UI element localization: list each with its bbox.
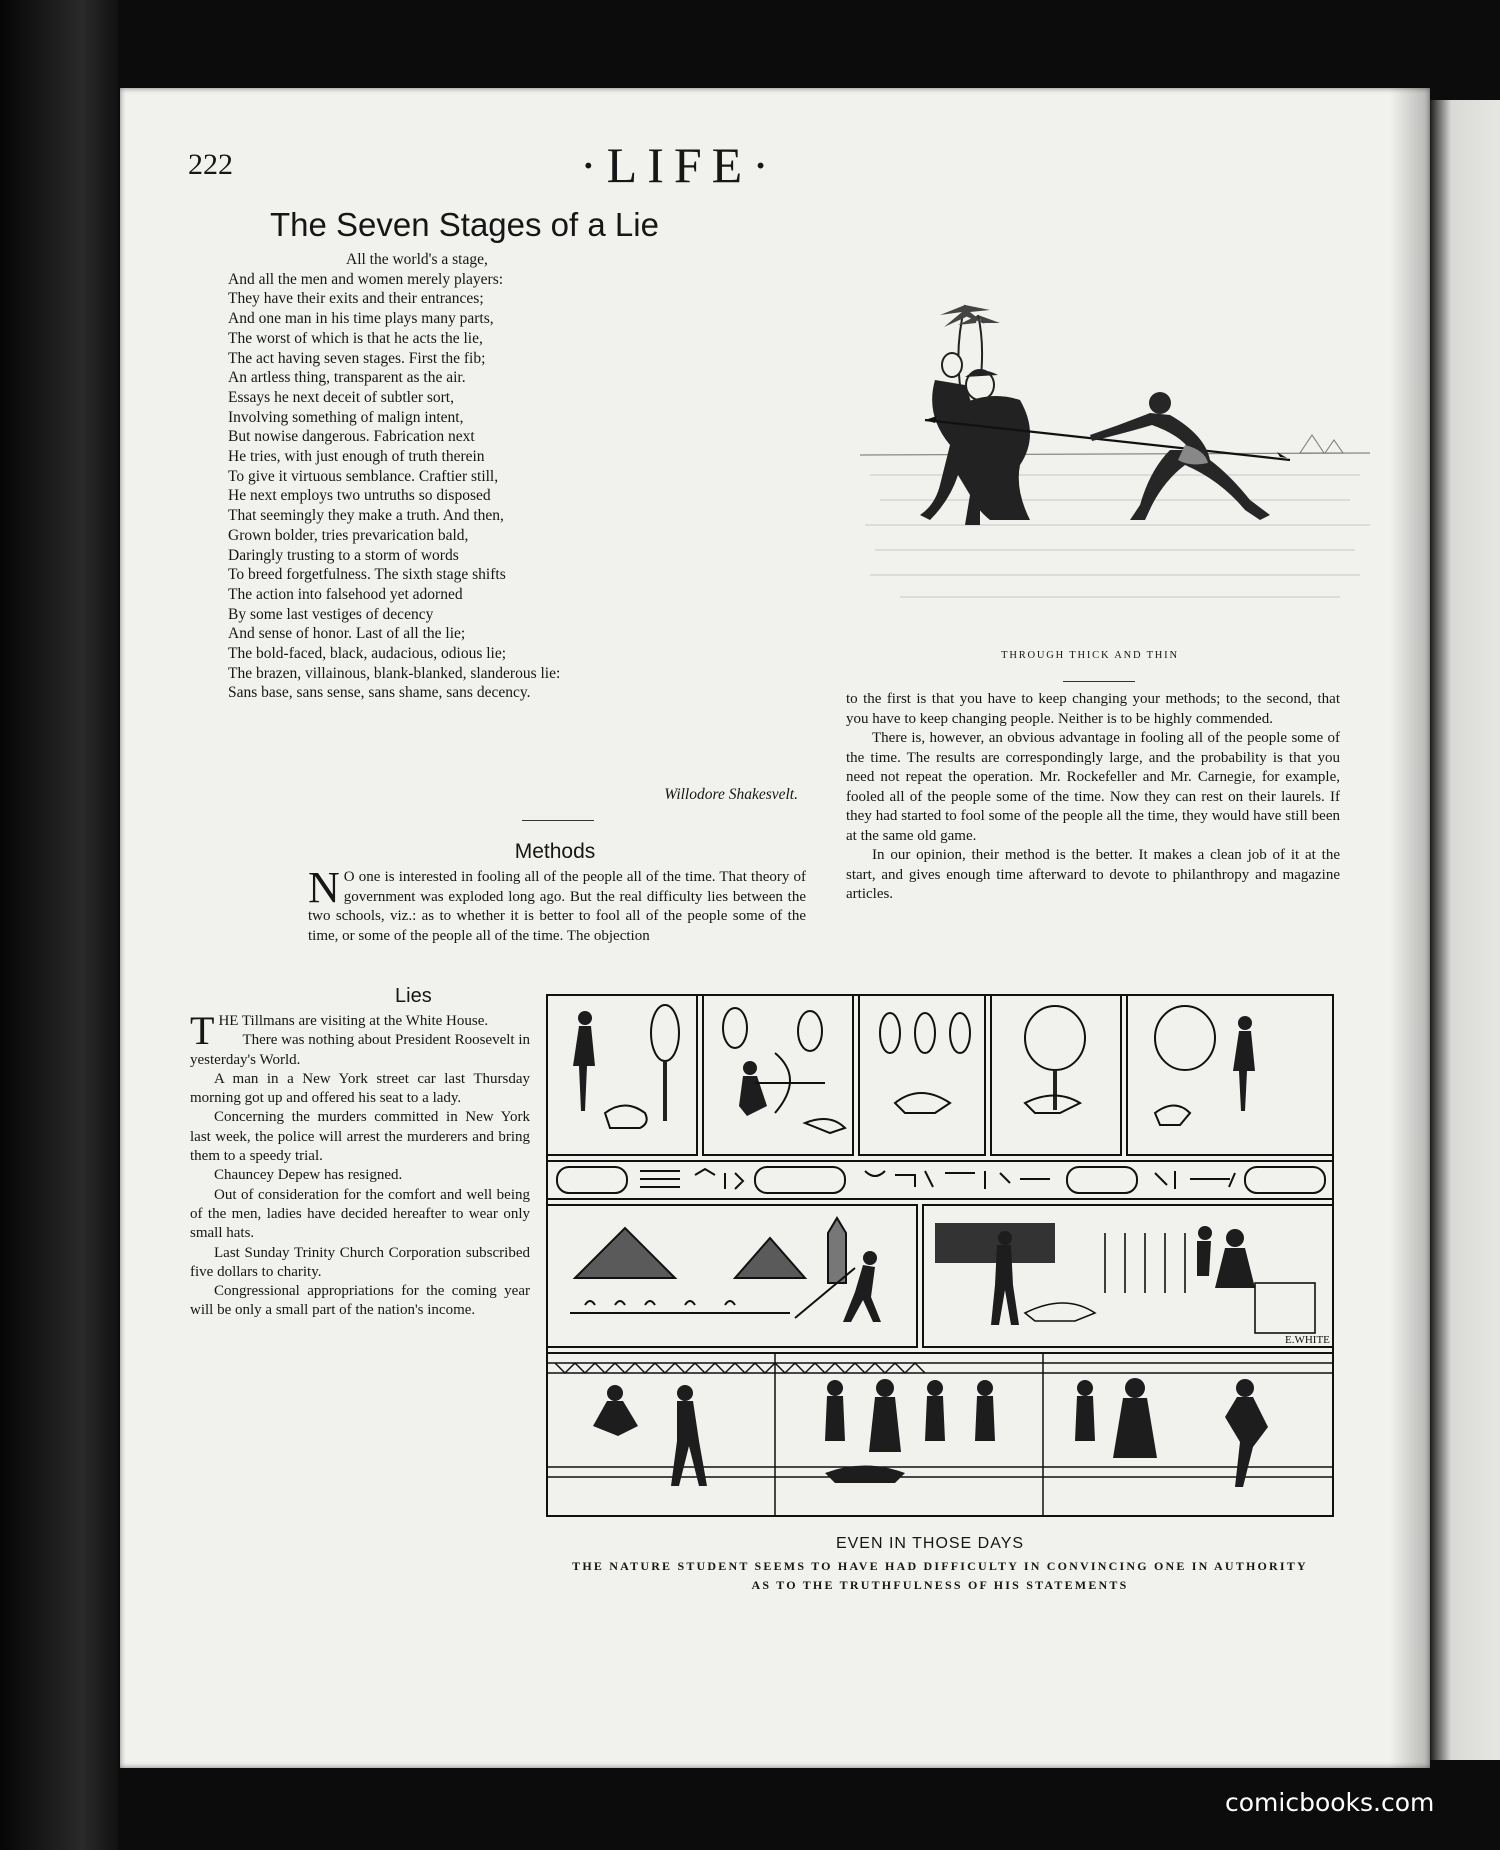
- poem-line: To breed forgetfulness. The sixth stage shifts: [228, 566, 506, 584]
- poem-line: All the world's a stage,: [346, 251, 488, 268]
- poem-line: Essays he next deceit of subtler sort,: [228, 388, 454, 406]
- methods-heading: Methods: [514, 840, 596, 863]
- poem-title: The Seven Stages of a Lie: [270, 206, 659, 243]
- poem-line: Grown bolder, tries prevarication bald,: [228, 526, 469, 544]
- poem-line: The brazen, villainous, blank-blanked, slanderous lie:: [228, 664, 561, 682]
- book-spine: [0, 0, 118, 1850]
- lies-paragraph: Concerning the murders committed in New York last week, the police will arrest the murderers and bring them to a speedy trial.: [190, 1109, 530, 1165]
- lies-paragraph: There was nothing about President Roosevelt in yesterday's World.: [190, 1032, 530, 1068]
- lies-column: [190, 1008, 530, 1321]
- page-number: 222: [188, 148, 233, 181]
- divider: [1063, 681, 1135, 682]
- watermark: comicbooks.com: [1225, 1788, 1435, 1817]
- poem-line: The action into falsehood yet adorned: [228, 585, 463, 603]
- poem-line: The act having seven stages. First the fib;: [228, 349, 486, 367]
- methods-text: O one is interested in fooling all of the people all of the time. That theory of government was exploded long ago. But the real difficulty lies between the two schools, viz.: as to whether it is better to fool all of the people some of the time, or some of the people all of the time. The objection: [308, 869, 806, 944]
- methods-paragraph: In our opinion, their method is the better. It makes a clean job of it at the start, and gives enough time afterward to devote to philanthropy and magazine articles.: [846, 847, 1340, 902]
- poem-line: He tries, with just enough of truth therein: [228, 448, 485, 466]
- poem-line: That seemingly they make a truth. And then,: [228, 507, 504, 525]
- lies-paragraph: Last Sunday Trinity Church Corporation subscribed five dollars to charity.: [190, 1244, 530, 1280]
- cartoon-caption-line: THE NATURE STUDENT SEEMS TO HAVE HAD DIFFICULTY IN CONVINCING ONE IN AUTHORITY: [572, 1559, 1308, 1573]
- methods-paragraph: There is, however, an obvious advantage in fooling all of the people some of the time. The results are correspondingly large, and the probability is that you need not repeat the operation. Mr. Rockefeller and Mr. Carnegie, for example, fooled all of the people some of the time. Now they can rest on their laurels. If they had started to fool some of the people all the time, they would have still been at the same old game.: [846, 730, 1340, 844]
- dropcap: N: [308, 863, 340, 912]
- methods-left-column: [308, 863, 806, 946]
- methods-right-column: [846, 690, 1340, 905]
- poem-body: [228, 250, 798, 703]
- poem-line: And sense of honor. Last of all the lie;: [228, 625, 466, 643]
- page-gutter-shadow: [1390, 88, 1430, 1768]
- lies-paragraph: Out of consideration for the comfort and well being of the men, ladies have decided hereafter to wear only small hats.: [190, 1186, 530, 1242]
- cartoon-egyptian-frieze: [545, 993, 1335, 1518]
- poem-line: He next employs two untruths so disposed: [228, 487, 491, 505]
- poem-line: Daringly trusting to a storm of words: [228, 546, 459, 564]
- lies-paragraph: A man in a New York street car last Thursday morning got up and offered his seat to a lady.: [190, 1070, 530, 1107]
- lies-paragraph: Congressional appropriations for the coming year will be only a small part of the nation's income.: [190, 1283, 530, 1319]
- methods-paragraph: to the first is that you have to keep changing your methods; to the second, that you have to keep changing people. Neither is to be highly commended.: [846, 691, 1340, 727]
- cartoon-caption: THROUGH THICK AND THIN: [1001, 650, 1179, 661]
- divider: [522, 820, 594, 821]
- poem-line: And all the men and women merely players:: [228, 270, 504, 288]
- cartoon-through-thick-and-thin: [840, 285, 1380, 630]
- poem-line: To give it virtuous semblance. Craftier still,: [228, 467, 499, 485]
- dropcap: T: [190, 1008, 215, 1053]
- poem-line: And one man in his time plays many parts,: [228, 310, 494, 328]
- poem-line: They have their exits and their entrances;: [228, 290, 484, 308]
- poem-line: Sans base, sans sense, sans shame, sans decency.: [228, 684, 531, 702]
- masthead-life: ·LIFE·: [580, 137, 779, 193]
- poem-author: Willodore Shakesvelt.: [664, 786, 798, 803]
- poem-line: Involving something of malign intent,: [228, 408, 464, 426]
- lies-paragraph: Chauncey Depew has resigned.: [214, 1167, 403, 1184]
- poem-line: By some last vestiges of decency: [228, 605, 434, 623]
- cartoon-caption-line: AS TO THE TRUTHFULNESS OF HIS STATEMENTS: [751, 1578, 1129, 1592]
- adjacent-page-edge: [1430, 100, 1500, 1760]
- poem-line: The worst of which is that he acts the lie,: [228, 329, 483, 347]
- cartoon-caption-title: EVEN IN THOSE DAYS: [835, 1535, 1025, 1552]
- poem-line: But nowise dangerous. Fabrication next: [228, 428, 475, 446]
- poem-line: The bold-faced, black, audacious, odious lie;: [228, 645, 507, 663]
- lies-text: HE Tillmans are visiting at the White House.: [218, 1013, 489, 1029]
- poem-line: An artless thing, transparent as the air.: [228, 369, 466, 387]
- cartoon-signature: E.WHITE: [1285, 1334, 1330, 1346]
- lies-heading: Lies: [395, 985, 432, 1007]
